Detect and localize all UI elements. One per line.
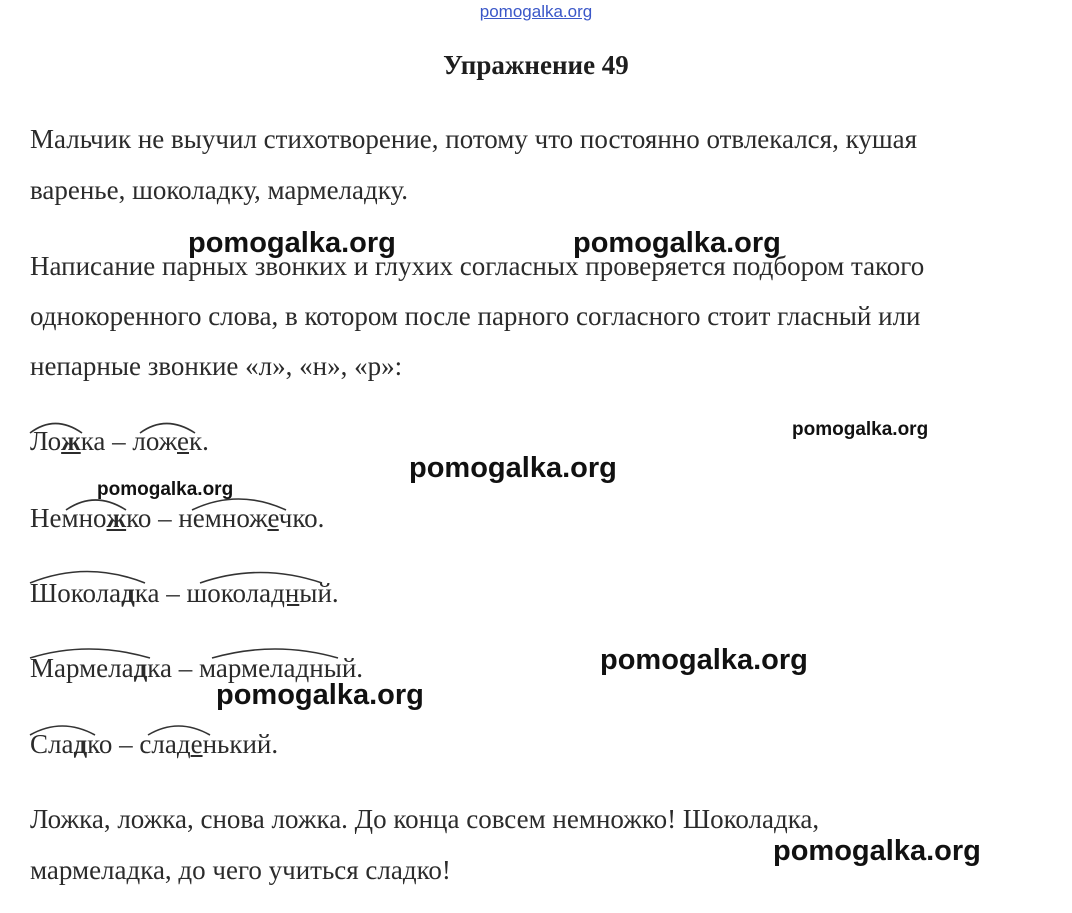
word-part: ка: [134, 578, 160, 608]
poem-line-2: мармеладка, до чего учиться сладко!: [30, 855, 451, 885]
checked-letter: ж: [61, 426, 81, 456]
word-part: Немно: [30, 503, 107, 533]
watermark-text: pomogalka.org: [792, 419, 929, 440]
top-watermark-link[interactable]: pomogalka.org: [479, 2, 593, 21]
word-part: Сла: [30, 729, 74, 759]
rule-line-1: Написание парных звонких и глухих согласных проверяется подбором такого: [30, 251, 925, 281]
dash: –: [159, 578, 187, 608]
word-pair-3: [30, 578, 339, 609]
poem-line-1: Ложка, ложка, снова ложка. До конца совсем немножко! Шоколадка,: [30, 804, 820, 834]
word-pair-1: [30, 426, 209, 457]
watermark-text: pomogalka.org: [216, 679, 424, 711]
exercise-title: Упражнение 49: [443, 50, 629, 80]
checked-letter: д: [133, 653, 148, 683]
intro-line-1: Мальчик не выучил стихотворение, потому что постоянно отвлекался, кушая: [30, 124, 918, 154]
word-part: к.: [189, 426, 209, 456]
checked-letter: д: [73, 729, 88, 759]
dash: –: [151, 503, 179, 533]
word-part: ка: [80, 426, 106, 456]
checked-letter: д: [121, 578, 135, 608]
check-letter: дн: [271, 578, 300, 608]
word-part: ко: [87, 729, 113, 759]
watermark-text: pomogalka.org: [773, 835, 981, 867]
word-part: шокола: [186, 578, 272, 608]
dash: –: [112, 729, 140, 759]
dash: –: [172, 653, 199, 683]
check-letter: е: [190, 729, 203, 759]
checked-letter: ж: [106, 503, 127, 533]
check-letter: е: [177, 426, 190, 456]
rule-line-3: непарные звонкие «л», «н», «р»:: [30, 351, 403, 381]
word-part: Мармела: [30, 653, 134, 683]
word-part: Ло: [30, 426, 62, 456]
word-part: Шокола: [30, 578, 122, 608]
word-part: лож: [132, 426, 178, 456]
word-part: слад: [139, 729, 191, 759]
check-letter: е: [267, 503, 279, 533]
word-part: немнож: [178, 503, 268, 533]
word-pair-5: [30, 729, 278, 760]
word-part: чко.: [278, 503, 325, 533]
word-pair-2: [30, 503, 324, 534]
watermark-text: pomogalka.org: [600, 644, 808, 676]
watermark-text: pomogalka.org: [573, 227, 781, 259]
watermark-text: pomogalka.org: [409, 452, 617, 484]
word-part: ко: [126, 503, 152, 533]
dash: –: [105, 426, 133, 456]
word-part: ый.: [299, 578, 339, 608]
rule-line-2: однокоренного слова, в котором после парного согласного стоит гласный или: [30, 301, 921, 331]
word-part: нький.: [202, 729, 279, 759]
watermark-text: pomogalka.org: [97, 479, 234, 500]
intro-line-2: варенье, шоколадку, мармеладку.: [30, 175, 409, 205]
word-part: мармеладный.: [199, 653, 364, 683]
word-part: ка: [147, 653, 172, 683]
watermark-text: pomogalka.org: [188, 227, 396, 259]
